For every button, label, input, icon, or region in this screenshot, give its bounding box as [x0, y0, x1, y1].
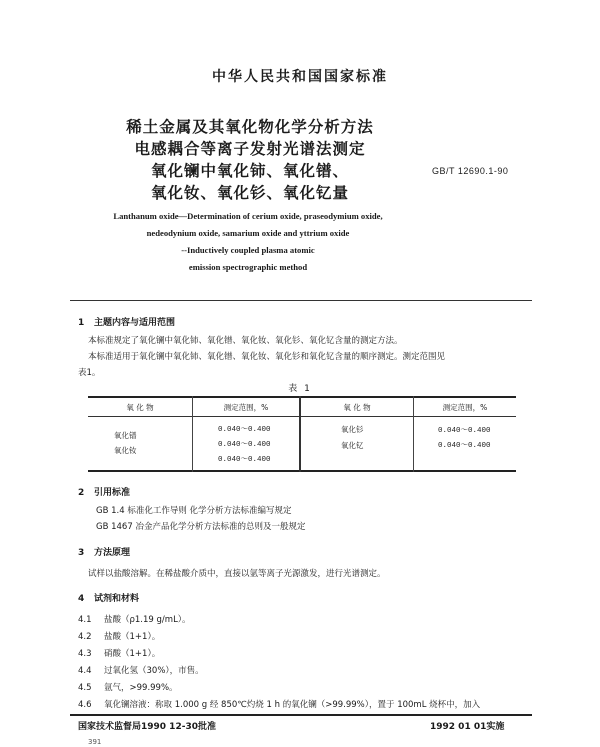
reagent-item	[78, 698, 548, 710]
table-cell-range: 0.040～0.400	[218, 441, 271, 449]
section-number: 1	[78, 318, 85, 328]
section-title: 主题内容与适用范围	[94, 318, 176, 328]
section-number: 2	[78, 488, 85, 498]
section-1-para-1: 本标准规定了氧化镧中氧化铈、氧化镨、氧化钕、氧化钐、氧化钇含量的测定方法。	[88, 336, 403, 346]
reference-gb-1-4: GB 1.4 标准化工作导则 化学分析方法标准编写规定	[96, 506, 292, 516]
item-text: 盐酸（1+1）。	[104, 632, 161, 642]
title-line: 电感耦合等离子发射光谱法测定	[134, 140, 366, 158]
table-cell-range: 0.040～0.400	[218, 426, 271, 434]
section-title: 引用标准	[94, 488, 131, 498]
table-bottom-rule	[88, 470, 516, 472]
header-divider	[70, 300, 532, 301]
item-number: 4.3	[78, 649, 92, 659]
item-text: 硝酸（1+1）。	[104, 649, 161, 659]
item-text: 氩气，>99.99%。	[104, 683, 178, 693]
english-title-line: Lanthanum oxide—Determination of cerium oxide, praseodymium oxide,	[113, 211, 383, 221]
item-text: 氧化镧溶液：称取 1.000 g 经 850℃灼烧 1 h 的氧化镧（>99.99%），置于 100mL 烧杯中，加入	[104, 700, 481, 710]
table-header-rule	[88, 416, 516, 417]
section-title: 方法原理	[94, 548, 131, 558]
item-number: 4.2	[78, 632, 92, 642]
table-cell-oxide: 氧化钕	[114, 446, 137, 455]
title-line: 氧化镧中氧化铈、氧化镨、	[150, 162, 349, 180]
table-header-oxide: 氧 化 物	[343, 403, 371, 412]
approval-date: 国家技术监督局1990 12-30批准	[78, 722, 216, 732]
document-title	[100, 116, 400, 204]
english-title	[78, 208, 418, 276]
reference-gb-1467: GB 1467 冶金产品化学分析方法标准的总则及一般规定	[96, 522, 306, 532]
reagent-item	[78, 664, 204, 676]
national-standard-heading: 中华人民共和国国家标准	[212, 69, 388, 85]
item-number: 4.5	[78, 683, 92, 693]
table-cell-range: 0.040～0.400	[218, 456, 271, 464]
item-number: 4.6	[78, 700, 92, 710]
section-title: 试剂和材料	[94, 594, 140, 604]
section-3-heading	[78, 545, 130, 558]
method-principle-text: 试样以盐酸溶解。在稀盐酸介质中，直接以氩等离子光源激发，进行光谱测定。	[88, 569, 386, 579]
footer-divider	[70, 714, 532, 716]
section-1-heading	[78, 315, 175, 328]
table-cell-oxide: 氧化镨	[114, 431, 137, 440]
item-number: 4.4	[78, 666, 92, 676]
table-header-range: 测定范围，%	[223, 403, 269, 412]
table-cell-oxide: 氧化钐	[341, 425, 364, 434]
english-title-line: nedeodynium oxide, samarium oxide and yttrium oxide	[146, 228, 350, 238]
item-number: 4.1	[78, 615, 92, 625]
table-header-oxide: 氧 化 物	[126, 403, 154, 412]
section-number: 3	[78, 548, 85, 558]
section-4-heading	[78, 591, 139, 604]
implementation-date: 1992 01 01实施	[430, 722, 505, 732]
reagent-item	[78, 613, 191, 625]
table-top-rule	[88, 396, 516, 398]
range-table	[88, 396, 516, 472]
section-1-para-2-line-2: 表1。	[78, 368, 101, 378]
table-cell-oxide: 氧化钇	[341, 441, 364, 450]
section-1-para-2-line-1: 本标准适用于氧化镧中氧化铈、氧化镨、氧化钕、氧化钐和氧化钇含量的顺序测定。测定范围见	[88, 352, 446, 362]
table-caption: 表 1	[288, 384, 312, 394]
page-number: 391	[88, 738, 102, 746]
title-line: 稀土金属及其氧化物化学分析方法	[126, 118, 374, 136]
english-title-line: emission spectrographic method	[188, 262, 308, 272]
table-header-range: 测定范围，%	[442, 403, 488, 412]
reagent-item	[78, 647, 160, 659]
title-line: 氧化钕、氧化钐、氧化钇量	[150, 184, 349, 202]
section-2-heading	[78, 485, 130, 498]
section-number: 4	[78, 594, 85, 604]
table-cell-range: 0.040～0.400	[438, 427, 491, 435]
english-title-line: --Inductively coupled plasma atomic	[181, 245, 315, 255]
reagent-item	[78, 630, 160, 642]
standard-number: GB/T 12690.1-90	[432, 166, 509, 176]
reagent-item	[78, 681, 178, 693]
table-cell-range: 0.040～0.400	[438, 442, 491, 450]
item-text: 过氧化氢（30%），市售。	[104, 666, 204, 676]
item-text: 盐酸（ρ1.19 g/mL）。	[104, 615, 191, 625]
